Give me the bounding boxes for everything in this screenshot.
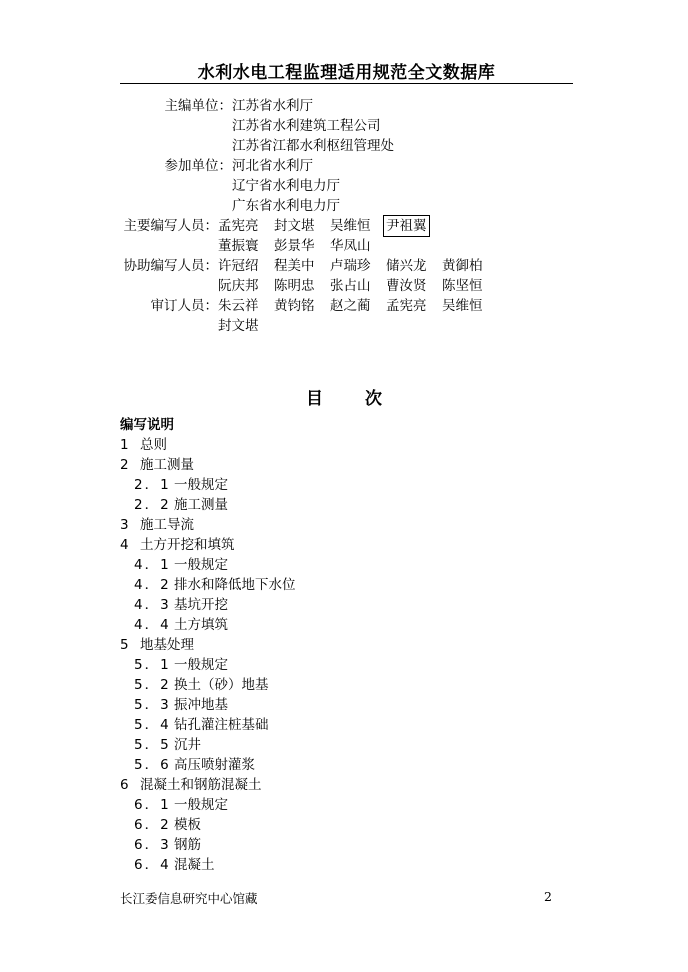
person-name: 许冠绍 <box>218 258 259 274</box>
toc-text: 施工导流 <box>140 517 194 533</box>
toc-text: 一般规定 <box>174 797 228 813</box>
toc-text: 土方开挖和填筑 <box>140 537 235 553</box>
toc-chapter[interactable] <box>120 535 235 555</box>
toc-text: 排水和降低地下水位 <box>174 577 296 593</box>
toc-number: 5 <box>120 637 131 653</box>
toc-text: 混凝土和钢筋混凝土 <box>140 777 262 793</box>
toc-section[interactable] <box>134 675 269 695</box>
toc-number: 4．1 <box>134 557 171 573</box>
person-name: 孟宪亮 <box>386 298 427 314</box>
toc-number: 4．4 <box>134 617 171 633</box>
toc-text: 一般规定 <box>174 477 228 493</box>
toc-number: 5．3 <box>134 697 171 713</box>
footer-page-number: 2 <box>544 889 552 904</box>
toc-text: 施工测量 <box>140 457 194 473</box>
toc-number: 3 <box>120 517 131 533</box>
toc-number: 2 <box>120 457 131 473</box>
toc-text: 编写说明 <box>120 417 174 433</box>
person-name: 封文堪 <box>218 318 259 334</box>
toc-section[interactable] <box>134 575 296 595</box>
person-name: 黄御柏 <box>442 258 483 274</box>
reviewers-label: 审订人员： <box>150 298 218 314</box>
chief-units-label: 主编单位： <box>164 98 232 114</box>
toc-number: 6．3 <box>134 837 171 853</box>
toc-section[interactable] <box>134 655 228 675</box>
person-name: 吴维恒 <box>330 218 371 234</box>
toc-chapter[interactable] <box>120 775 262 795</box>
chief-unit: 江苏省江都水利枢纽管理处 <box>232 138 394 154</box>
toc-chapter[interactable] <box>120 455 194 475</box>
toc-section[interactable] <box>134 555 228 575</box>
person-name: 陈坚恒 <box>442 278 483 294</box>
person-name: 封文堪 <box>274 218 315 234</box>
toc-section[interactable] <box>134 475 228 495</box>
toc-text: 一般规定 <box>174 657 228 673</box>
person-name: 卢瑞珍 <box>330 258 371 274</box>
toc-number: 2．1 <box>134 477 171 493</box>
toc-section[interactable] <box>134 615 228 635</box>
header-rule <box>120 83 573 84</box>
toc-text: 换土（砂）地基 <box>174 677 269 693</box>
assist-writers-label: 协助编写人员： <box>123 258 218 274</box>
toc-text: 施工测量 <box>174 497 228 513</box>
toc-section[interactable] <box>134 695 228 715</box>
person-name: 黄钧铭 <box>274 298 315 314</box>
toc-chapter[interactable] <box>120 635 194 655</box>
person-name: 彭景华 <box>274 238 315 254</box>
participating-unit: 广东省水利电力厅 <box>232 198 340 214</box>
person-name: 吴维恒 <box>442 298 483 314</box>
person-name: 张占山 <box>330 278 371 294</box>
toc-text: 钢筋 <box>174 837 201 853</box>
toc-number: 5．5 <box>134 737 171 753</box>
toc-text: 振冲地基 <box>174 697 228 713</box>
toc-text: 地基处理 <box>140 637 194 653</box>
toc-number: 6 <box>120 777 131 793</box>
person-name: 储兴龙 <box>386 258 427 274</box>
toc-text: 土方填筑 <box>174 617 228 633</box>
person-name: 曹汝贤 <box>386 278 427 294</box>
toc-number: 5．4 <box>134 717 171 733</box>
toc-chapter[interactable] <box>120 415 174 435</box>
toc-text: 基坑开挖 <box>174 597 228 613</box>
toc-section[interactable] <box>134 735 201 755</box>
main-writers-label: 主要编写人员： <box>123 218 218 234</box>
footer-collection-note: 长江委信息研究中心馆藏 <box>120 891 258 906</box>
toc-section[interactable] <box>134 715 269 735</box>
toc-section[interactable] <box>134 495 228 515</box>
toc-number: 5．6 <box>134 757 171 773</box>
person-name: 阮庆邦 <box>218 278 259 294</box>
toc-section[interactable] <box>134 855 215 875</box>
toc-number: 4．3 <box>134 597 171 613</box>
toc-number: 4 <box>120 537 131 553</box>
toc-title: 目 次 <box>306 389 400 409</box>
toc-text: 一般规定 <box>174 557 228 573</box>
toc-section[interactable] <box>134 755 255 775</box>
toc-number: 5．1 <box>134 657 171 673</box>
person-name: 华凤山 <box>330 238 371 254</box>
toc-number: 6．2 <box>134 817 171 833</box>
person-name: 赵之蔺 <box>330 298 371 314</box>
toc-number: 5．2 <box>134 677 171 693</box>
toc-number: 2．2 <box>134 497 171 513</box>
toc-section[interactable] <box>134 595 228 615</box>
participating-units-label: 参加单位： <box>164 158 232 174</box>
chief-unit: 江苏省水利厅 <box>232 98 313 114</box>
participating-unit: 河北省水利厅 <box>232 158 313 174</box>
toc-chapter[interactable] <box>120 515 194 535</box>
toc-section[interactable] <box>134 815 201 835</box>
page-header-title: 水利水电工程监理适用规范全文数据库 <box>197 63 496 83</box>
person-name: 陈明忠 <box>274 278 315 294</box>
person-name: 孟宪亮 <box>218 218 259 234</box>
toc-section[interactable] <box>134 835 201 855</box>
toc-section[interactable] <box>134 795 228 815</box>
participating-unit: 辽宁省水利电力厅 <box>232 178 340 194</box>
toc-number: 6．4 <box>134 857 171 873</box>
person-name: 朱云祥 <box>218 298 259 314</box>
person-name: 董振寰 <box>218 238 259 254</box>
chief-unit: 江苏省水利建筑工程公司 <box>232 118 381 134</box>
toc-text: 高压喷射灌浆 <box>174 757 255 773</box>
person-name: 尹祖翼 <box>386 218 427 234</box>
toc-number: 1 <box>120 437 131 453</box>
toc-text: 混凝土 <box>174 857 215 873</box>
person-name: 程美中 <box>274 258 315 274</box>
toc-number: 6．1 <box>134 797 171 813</box>
toc-text: 沉井 <box>174 737 201 753</box>
toc-number: 4．2 <box>134 577 171 593</box>
toc-text: 总则 <box>140 437 167 453</box>
toc-chapter[interactable] <box>120 435 167 455</box>
toc-text: 模板 <box>174 817 201 833</box>
toc-text: 钻孔灌注桩基础 <box>174 717 269 733</box>
